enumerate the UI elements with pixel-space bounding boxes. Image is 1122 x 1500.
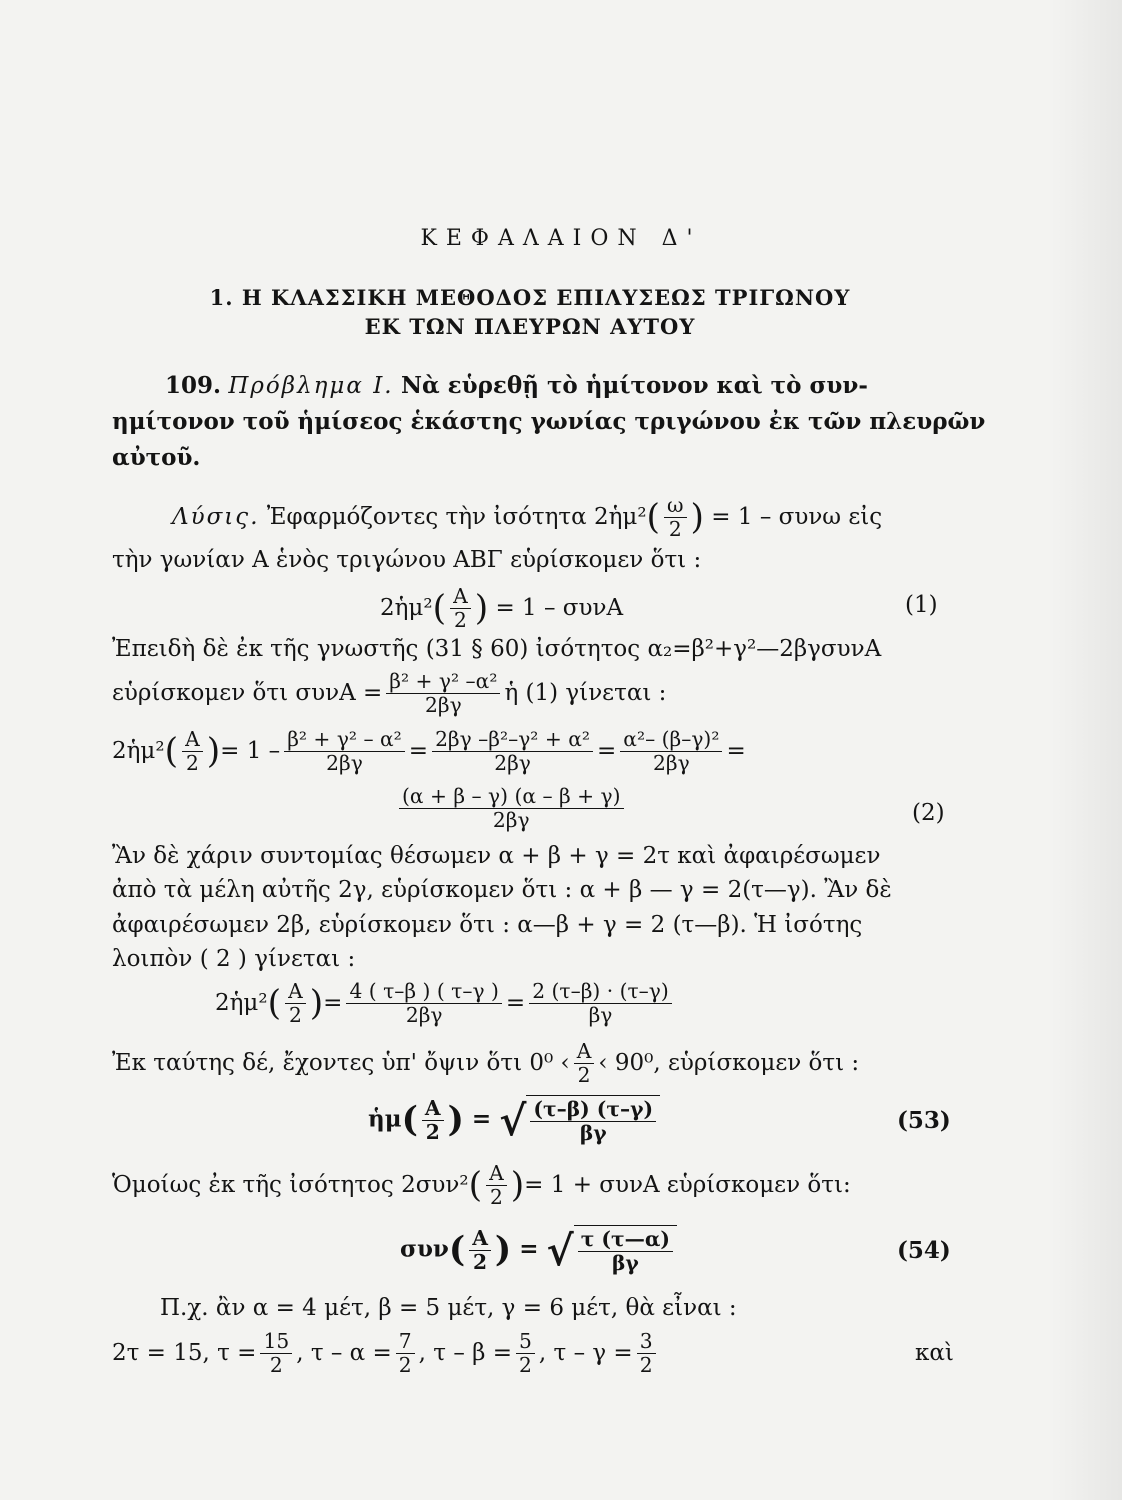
solution-line7: ἀφαιρέσωμεν 2β, εὑρίσκομεν ὅτι : α—β + γ = 2 (τ—β). Ἡ ἰσότης [112,912,863,938]
formula-54: συν( $\frac{A}{2}$ ) = √ $\frac{\tau (\tau—\alpha)}{\beta\gamma}$ [400,1225,677,1276]
solution-line10: Ὁμοίως ἐκ τῆς ἰσότητος 2συν²( $\frac{A}{2}$ )= 1 + συνΑ εὑρίσκομεν ὅτι: [112,1161,851,1210]
square-root: √ $\frac{(\tau-\beta) (\tau-\gamma)}{\beta\gamma}$ [499,1095,660,1146]
square-root: √ $\frac{\tau (\tau—\alpha)}{\beta\gamma}$ [547,1225,677,1276]
problem-statement-line3: αὐτοῦ. [112,444,201,471]
section-title-line1: 1. Η ΚΛΑΣΣΙΚΗ ΜΕΘΟΔΟΣ ΕΠΙΛΥΣΕΩΣ ΤΡΙΓΩΝΟΥ [209,285,851,310]
equation-number-2: (2) [912,800,945,826]
chapter-title: ΚΕΦΑΛΑΙΟΝ Δ' [420,226,702,251]
solution-line6: ἀπὸ τὰ μέλη αὐτῆς 2γ, εὑρίσκομεν ὅτι : α + β — γ = 2(τ—γ). Ἂν δὲ [112,877,892,903]
equation-number-53: (53) [897,1107,951,1134]
equation-2: 2ἡμ²( $\frac{A}{2}$ )= 1 – $\frac{\text{β² + γ² – α²}}{2\beta\gamma}$ = $\frac{\text{2βγ –β²–γ² + α²}}{2\beta\gamma}$ = $\frac{\text{α²– (β–γ)²}}{2\beta\gamma}$ = [112,727,746,776]
equation-number-1: (1) [905,592,938,618]
solution-line5: Ἂν δὲ χάριν συντομίας θέσωμεν α + β + γ = 2τ καὶ ἀφαιρέσωμεν [112,843,881,869]
problem-label: Πρόβλημα Ι. [228,373,394,399]
example-line2-end: καὶ [915,1340,954,1366]
equation-1: 2ἡμ²( $\frac{A}{2}$ ) = 1 – συνΑ [380,584,624,633]
section-title-line2: ΕΚ ΤΩΝ ΠΛΕΥΡΩΝ ΑΥΤΟΥ [364,314,696,339]
solution-line9: Ἐκ ταύτης δέ, ἔχοντες ὑπ' ὄψιν ὅτι 0⁰ ‹ $\frac{A}{2}$ ‹ 90⁰, εὑρίσκομεν ὅτι : [112,1039,860,1088]
solution-label: Λύσις. [172,503,260,530]
solution-line3: Ἐπειδὴ δὲ ἐκ τῆς γνωστῆς (31 § 60) ἰσότητος α₂=β²+γ²—2βγσυνΑ [112,636,882,662]
problem-statement-line1: 109. Πρόβλημα Ι. Νὰ εὑρεθῇ τὸ ἡμίτονον καὶ τὸ συν- [165,372,868,399]
problem-number: 109. [165,372,222,399]
solution-line8: λοιπὸν ( 2 ) γίνεται : [112,946,356,972]
equation-3: 2ἡμ²( $\frac{A}{2}$ )= $\frac{4 ( \tau-\beta ) ( \tau-\gamma )}{2\beta\gamma}$ = $\frac{2 (\tau-\beta) \cdot (\tau-\gamma)}{\beta\gamma}$ [215,980,676,1028]
solution-line2: τὴν γωνίαν Α ἑνὸς τριγώνου ΑΒΓ εὑρίσκομεν ὅτι : [112,547,702,573]
example-line1: Π.χ. ἂν α = 4 μέτ, β = 5 μέτ, γ = 6 μέτ, θὰ εἶναι : [160,1295,737,1321]
formula-53: ἡμ( $\frac{A}{2}$ ) = √ $\frac{(\tau-\beta) (\tau-\gamma)}{\beta\gamma}$ [368,1095,660,1146]
problem-statement-line2: ημίτονον τοῦ ἡμίσεος ἑκάστης γωνίας τριγώνου ἐκ τῶν πλευρῶν [112,408,986,435]
fraction-omega-half: $\frac{\omega}{2}$ [664,494,687,542]
equation-2-continued: $\frac{(\alpha + \beta - \gamma) (\alpha - \beta + \gamma)}{2\beta\gamma}$ [395,785,628,833]
solution-line4: εὑρίσκομεν ὅτι συνΑ = $\frac{\text{β² + γ² –α²}}{2\beta\gamma}$ ἡ (1) γίνεται : [112,669,667,718]
equation-number-54: (54) [897,1237,951,1264]
example-line2: 2τ = 15, τ = $\frac{15}{2}$ , τ – α = $\frac{7}{2}$ , τ – β = $\frac{5}{2}$ , τ – γ = $\frac{3}{2}$ [112,1330,660,1378]
solution-line1: Λύσις. Ἐφαρμόζοντες τὴν ἰσότητα 2ἡμ²( $\frac{\omega}{2}$ ) = 1 – συνω εἰς [172,493,883,542]
page-edge-shadow [1050,0,1122,1500]
